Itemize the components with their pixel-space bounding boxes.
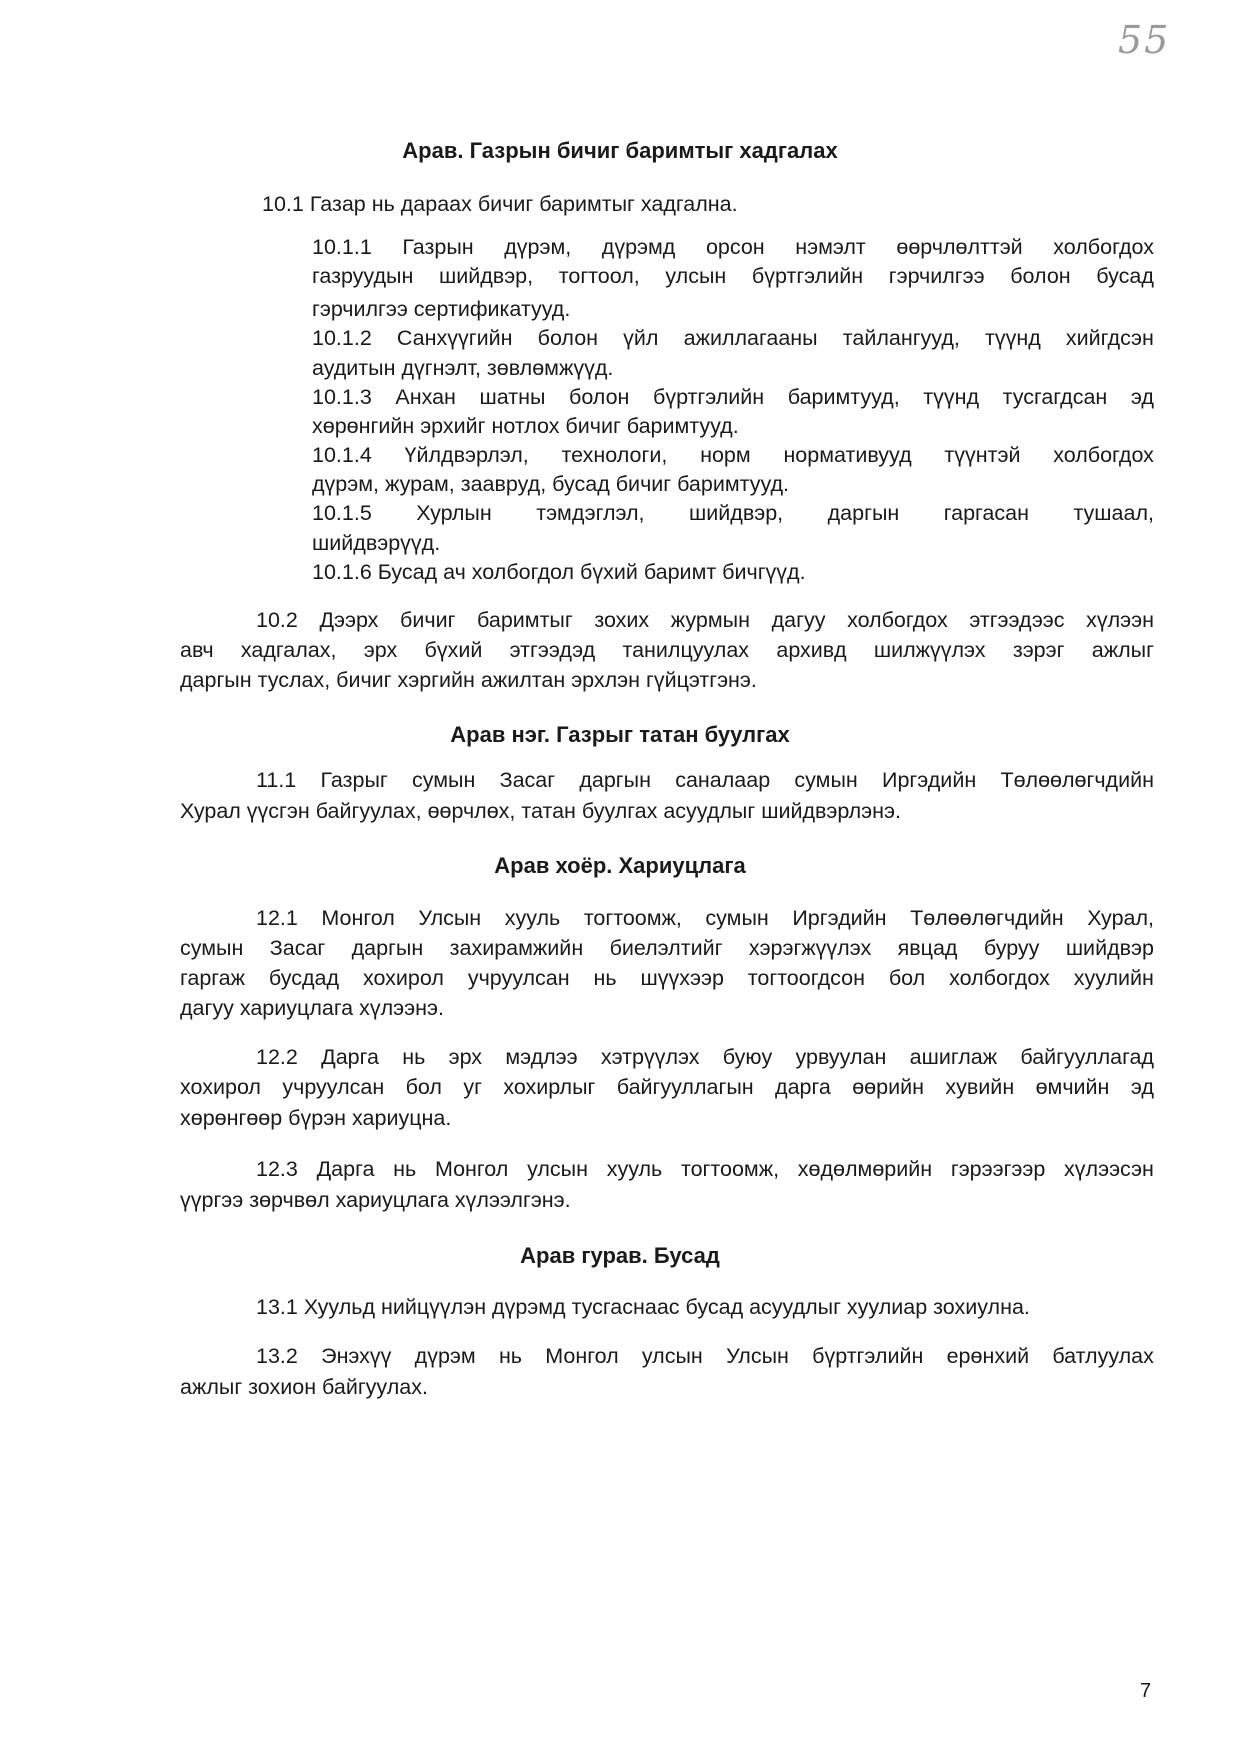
paragraph-12-3-line-1: [256, 1157, 1154, 1182]
item-10-1-2-line-1: [312, 326, 1154, 351]
word: захирамжийн: [449, 936, 584, 960]
item-10-1-1-line-2: [312, 264, 1154, 289]
word: холбогдох: [949, 966, 1050, 990]
word: дагуу: [771, 608, 826, 632]
word: хууль: [606, 1157, 663, 1181]
word: сумын: [705, 906, 769, 930]
word: өөрчлөлттэй: [896, 235, 1023, 259]
paragraph-12-2-line-2: [180, 1075, 1154, 1100]
word: 10.1.3: [312, 385, 372, 409]
word: хувийн: [945, 1075, 1015, 1099]
word: 10.1.2: [312, 326, 372, 350]
word: гаргаж: [180, 966, 245, 990]
item-10-1-1-line-1: [312, 235, 1154, 260]
word: газруудын: [312, 264, 414, 288]
word: ашиглаж: [909, 1045, 998, 1069]
word: түүнтэй: [944, 443, 1021, 467]
word: Дээрх: [319, 608, 379, 632]
word: улсын: [641, 1344, 703, 1368]
paragraph-12-2-line-3: хөрөнгөөр бүрэн хариуцна.: [180, 1106, 452, 1130]
item-10-1-6: 10.1.6 Бусад ач холбогдол бүхий баримт бичгүүд.: [312, 560, 806, 584]
word: улсын: [665, 264, 727, 288]
word: 13.2: [256, 1344, 298, 1368]
word: хэтрүүлэх: [600, 1045, 700, 1069]
word: Монгол: [321, 906, 395, 930]
word: ажиллагааны: [683, 326, 818, 350]
word: нормативууд: [783, 443, 912, 467]
word: холбогдох: [847, 608, 948, 632]
word: баримтыг: [477, 608, 573, 632]
paragraph-11-1-line-2: Хурал үүсгэн байгуулах, өөрчлөх, татан буулгах асуудлыг шийдвэрлэнэ.: [180, 799, 901, 823]
word: Дарга: [321, 1045, 379, 1069]
word: тогтоомж,: [583, 906, 682, 930]
word: хохирол: [180, 1075, 261, 1099]
item-10-1-3-line-2: хөрөнгийн эрхийг нотлох бичиг баримтууд.: [312, 414, 739, 438]
word: этгээдэд: [509, 638, 596, 662]
word: 12.3: [256, 1157, 298, 1181]
word: 10.1.4: [312, 443, 372, 467]
word: хохирлыг: [503, 1075, 596, 1099]
word: Иргэдийн: [792, 906, 887, 930]
word: учруулсан: [282, 1075, 385, 1099]
word: бүртгэлийн: [812, 1344, 924, 1368]
word: Хурлын: [416, 501, 492, 525]
word: тушаал,: [1073, 501, 1154, 525]
word: байгууллагын: [616, 1075, 754, 1099]
word: даргын: [579, 768, 651, 792]
word: болон: [1010, 264, 1071, 288]
word: бусад: [1096, 264, 1154, 288]
word: бичиг: [400, 608, 456, 632]
word: ажлыг: [1091, 638, 1154, 662]
word: сумын: [411, 768, 476, 792]
word: биелэлтийг: [609, 936, 723, 960]
word: уг: [463, 1075, 482, 1099]
word: Төлөөлөгчдийн: [910, 906, 1064, 930]
word: холбогдох: [1053, 443, 1154, 467]
word: түүнд: [984, 326, 1041, 350]
word: сумын: [180, 936, 244, 960]
word: норм: [700, 443, 751, 467]
word: 12.2: [256, 1045, 298, 1069]
word: Төлөөлөгчдийн: [1000, 768, 1154, 792]
word: хүлээн: [1086, 608, 1154, 632]
paragraph-10-2-line-3: даргын туслах, бичиг хэргийн ажилтан эрхлэн гүйцэтгэнэ.: [180, 668, 757, 692]
item-10-1-3-line-1: [312, 385, 1154, 410]
word: журмын: [670, 608, 750, 632]
word: нь: [402, 1045, 426, 1069]
word: 12.1: [256, 906, 298, 930]
word: тайлангууд,: [842, 326, 960, 350]
word: тусгагдсан: [1002, 385, 1108, 409]
word: Газрыг: [320, 768, 388, 792]
paragraph-10-2-line-2: [180, 638, 1154, 663]
word: хүлээсэн: [1064, 1157, 1154, 1181]
word: буруу: [983, 936, 1040, 960]
word: тогтоогдсон: [747, 966, 865, 990]
word: бүртгэлийн: [751, 264, 864, 288]
word: түүнд: [923, 385, 980, 409]
word: эрх: [448, 1045, 483, 1069]
word: хийгдсэн: [1065, 326, 1154, 350]
word: нь: [393, 1157, 417, 1181]
paragraph-11-1-line-1: [256, 768, 1154, 793]
word: саналаар: [675, 768, 771, 792]
page-number: 7: [1140, 1680, 1152, 1702]
word: баримтууд,: [787, 385, 900, 409]
word: болон: [537, 326, 599, 350]
section-10-heading: Арав. Газрын бичиг баримтыг хадгалах: [402, 138, 838, 163]
word: 10.1.5: [312, 501, 372, 525]
word: буюу: [722, 1045, 773, 1069]
word: бол: [405, 1075, 442, 1099]
section-11-heading: Арав нэг. Газрыг татан буулгах: [450, 722, 790, 747]
word: эд: [1130, 385, 1154, 409]
word: нэмэлт: [795, 235, 866, 259]
word: бүхий: [424, 638, 483, 662]
word: даргын: [351, 936, 424, 960]
word: архивд: [776, 638, 847, 662]
word: Хурал,: [1087, 906, 1154, 930]
word: Анхан: [395, 385, 456, 409]
word: шийдвэр: [1065, 936, 1154, 960]
word: бусдад: [268, 966, 340, 990]
word: Монгол: [545, 1344, 619, 1368]
word: өмчийн: [1035, 1075, 1110, 1099]
word: шийдвэр,: [689, 501, 784, 525]
word: дарга: [775, 1075, 831, 1099]
word: Үйлдвэрлэл,: [404, 443, 529, 467]
word: сумын: [794, 768, 858, 792]
word: бүртгэлийн: [653, 385, 765, 409]
word: гаргасан: [943, 501, 1029, 525]
word: шилжүүлэх: [873, 638, 986, 662]
word: өөрийн: [852, 1075, 924, 1099]
word: хууль: [504, 906, 561, 930]
word: батлуулах: [1052, 1344, 1154, 1368]
word: Засаг: [269, 936, 326, 960]
word: мэдлээ: [505, 1045, 578, 1069]
word: болон: [569, 385, 630, 409]
word: урвуулан: [795, 1045, 887, 1069]
item-10-1-5-line-1: [312, 501, 1154, 526]
word: Санхүүгийн: [396, 326, 513, 350]
word: зэрэг: [1012, 638, 1065, 662]
paragraph-10-1: 10.1 Газар нь дараах бичиг баримтыг хадгална.: [262, 192, 738, 216]
word: хуулийн: [1073, 966, 1154, 990]
word: Улсын: [726, 1344, 789, 1368]
word: учруулсан: [467, 966, 570, 990]
word: хэрэгжүүлэх: [748, 936, 872, 960]
word: шатны: [479, 385, 546, 409]
handwritten-page-mark: 55: [1118, 18, 1171, 62]
word: бол: [888, 966, 926, 990]
word: танилцуулах: [622, 638, 750, 662]
paragraph-13-1: 13.1 Хуульд нийцүүлэн дүрэмд тусгаснаас бусад асуудлыг хуулиар зохиулна.: [256, 1295, 1030, 1319]
item-10-1-1-line-3: гэрчилгээ сертификатууд.: [312, 297, 571, 321]
word: авч: [180, 638, 214, 662]
word: 10.2: [256, 608, 298, 632]
word: эд: [1130, 1075, 1154, 1099]
paragraph-12-1-line-3: [180, 966, 1154, 991]
word: байгууллагад: [1020, 1045, 1154, 1069]
paragraph-13-2-line-1: [256, 1344, 1154, 1369]
word: Газрын: [402, 235, 474, 259]
section-12-heading: Арав хоёр. Хариуцлага: [494, 853, 746, 878]
item-10-1-2-line-2: аудитын дүгнэлт, зөвлөмжүүд.: [312, 356, 614, 380]
word: хохирол: [362, 966, 444, 990]
word: тогтоомж,: [680, 1157, 780, 1181]
word: зохих: [594, 608, 650, 632]
word: гэрчилгээ: [888, 264, 985, 288]
word: Улсын: [418, 906, 482, 930]
word: технологи,: [561, 443, 668, 467]
paragraph-13-2-line-2: ажлыг зохион байгуулах.: [180, 1375, 428, 1399]
paragraph-12-2-line-1: [256, 1045, 1154, 1070]
word: улсын: [527, 1157, 588, 1181]
paragraph-12-1-line-1: [256, 906, 1154, 931]
word: дүрэмд: [601, 235, 676, 259]
word: даргын: [827, 501, 900, 525]
word: эрх: [363, 638, 398, 662]
word: гэрээгээр: [950, 1157, 1046, 1181]
word: Монгол: [434, 1157, 509, 1181]
item-10-1-4-line-2: дүрэм, журам, заавруд, бусад бичиг баримтууд.: [312, 472, 790, 496]
word: шүүхээр: [640, 966, 724, 990]
paragraph-12-1-line-4: дагуу хариуцлага хүлээнэ.: [180, 996, 444, 1020]
word: Засаг: [499, 768, 556, 792]
item-10-1-5-line-2: шийдвэрүүд.: [312, 531, 441, 555]
word: ерөнхий: [946, 1344, 1030, 1368]
word: явцад: [897, 936, 958, 960]
word: 11.1: [256, 768, 297, 792]
word: дүрэм: [414, 1344, 476, 1368]
word: Дарга: [316, 1157, 375, 1181]
section-13-heading: Арав гурав. Бусад: [520, 1243, 720, 1268]
word: 10.1.1: [312, 235, 372, 259]
word: холбогдох: [1053, 235, 1154, 259]
word: Энэхүү: [321, 1344, 392, 1368]
word: нь: [593, 966, 617, 990]
word: дүрэм,: [504, 235, 572, 259]
item-10-1-4-line-1: [312, 443, 1154, 468]
word: нь: [498, 1344, 523, 1368]
word: этгээдээс: [969, 608, 1065, 632]
word: шийдвэр,: [438, 264, 534, 288]
word: хадгалах,: [240, 638, 337, 662]
word: орсон: [705, 235, 765, 259]
word: тэмдэглэл,: [536, 501, 645, 525]
paragraph-10-2-line-1: [256, 608, 1154, 633]
word: Иргэдийн: [882, 768, 977, 792]
word: хөдөлмөрийн: [797, 1157, 933, 1181]
word: үйл: [623, 326, 659, 350]
paragraph-12-1-line-2: [180, 936, 1154, 961]
paragraph-12-3-line-2: үүргээ зөрчвөл хариуцлага хүлээлгэнэ.: [180, 1188, 571, 1212]
word: тогтоол,: [558, 264, 640, 288]
